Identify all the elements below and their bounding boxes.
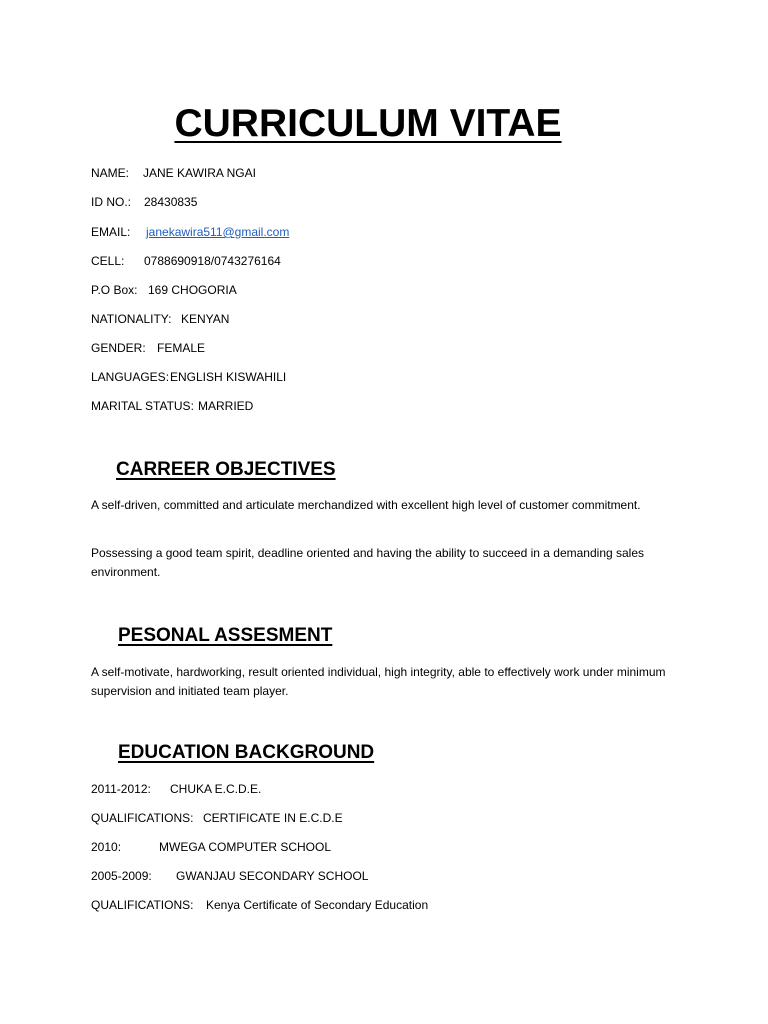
- assessment-paragraph: A self-motivate, hardworking, result oriented individual, high integrity, able to effectively work under minimum supervision and initiated team player.: [91, 665, 666, 698]
- education-row-label: 2010:: [91, 840, 122, 854]
- education-row-value: Kenya Certificate of Secondary Education: [206, 898, 429, 912]
- education-row-value: CERTIFICATE IN E.C.D.E: [203, 811, 343, 825]
- marital-value: MARRIED: [198, 399, 254, 413]
- education-row-value: CHUKA E.C.D.E.: [170, 782, 262, 796]
- pobox-label: P.O Box:: [91, 283, 138, 297]
- education-background-heading: EDUCATION BACKGROUND: [118, 742, 375, 763]
- gender-label: GENDER:: [91, 341, 146, 355]
- nationality-label: NATIONALITY:: [91, 312, 172, 326]
- nationality-row: [91, 311, 229, 327]
- email-row: [91, 224, 289, 240]
- languages-label: LANGUAGES:: [91, 370, 170, 384]
- name-row: [91, 165, 256, 181]
- education-row: [91, 868, 368, 884]
- document-title: CURRICULUM VITAE: [174, 102, 562, 145]
- career-paragraph-1: A self-driven, committed and articulate merchandized with excellent high level of customer commitment.: [91, 498, 641, 512]
- education-row-label: QUALIFICATIONS:: [91, 811, 194, 825]
- career-paragraph-2: Possessing a good team spirit, deadline oriented and having the ability to succeed in a demanding sales environment.: [91, 546, 645, 579]
- email-label: EMAIL:: [91, 225, 131, 239]
- education-row-label: 2005-2009:: [91, 869, 152, 883]
- gender-value: FEMALE: [157, 341, 206, 355]
- id-row: [91, 194, 197, 210]
- cell-value: 0788690918/0743276164: [144, 254, 281, 268]
- marital-row: [91, 398, 253, 414]
- nationality-value: KENYAN: [181, 312, 230, 326]
- education-row-value: MWEGA COMPUTER SCHOOL: [159, 840, 332, 854]
- marital-label: MARITAL STATUS:: [91, 399, 194, 413]
- cell-row: [91, 253, 281, 269]
- education-row: [91, 839, 331, 855]
- gender-row: [91, 340, 205, 356]
- name-label: NAME:: [91, 166, 130, 180]
- career-objectives-heading: CARREER OBJECTIVES: [116, 459, 336, 480]
- education-row: [91, 897, 428, 913]
- cell-label: CELL:: [91, 254, 125, 268]
- languages-row: [91, 369, 286, 385]
- education-row: [91, 810, 343, 826]
- id-label: ID NO.:: [91, 195, 132, 209]
- pobox-value: 169 CHOGORIA: [148, 283, 237, 297]
- id-value: 28430835: [144, 195, 198, 209]
- education-row-label: 2011-2012:: [91, 782, 151, 796]
- education-row: [91, 781, 261, 797]
- education-row-label: QUALIFICATIONS:: [91, 898, 194, 912]
- name-value: JANE KAWIRA NGAI: [143, 166, 256, 180]
- education-row-value: GWANJAU SECONDARY SCHOOL: [176, 869, 369, 883]
- pobox-row: [91, 282, 237, 298]
- languages-value: ENGLISH KISWAHILI: [170, 370, 287, 384]
- email-link[interactable]: janekawira511@gmail.com: [146, 225, 290, 239]
- personal-assessment-heading: PESONAL ASSESMENT: [118, 625, 333, 646]
